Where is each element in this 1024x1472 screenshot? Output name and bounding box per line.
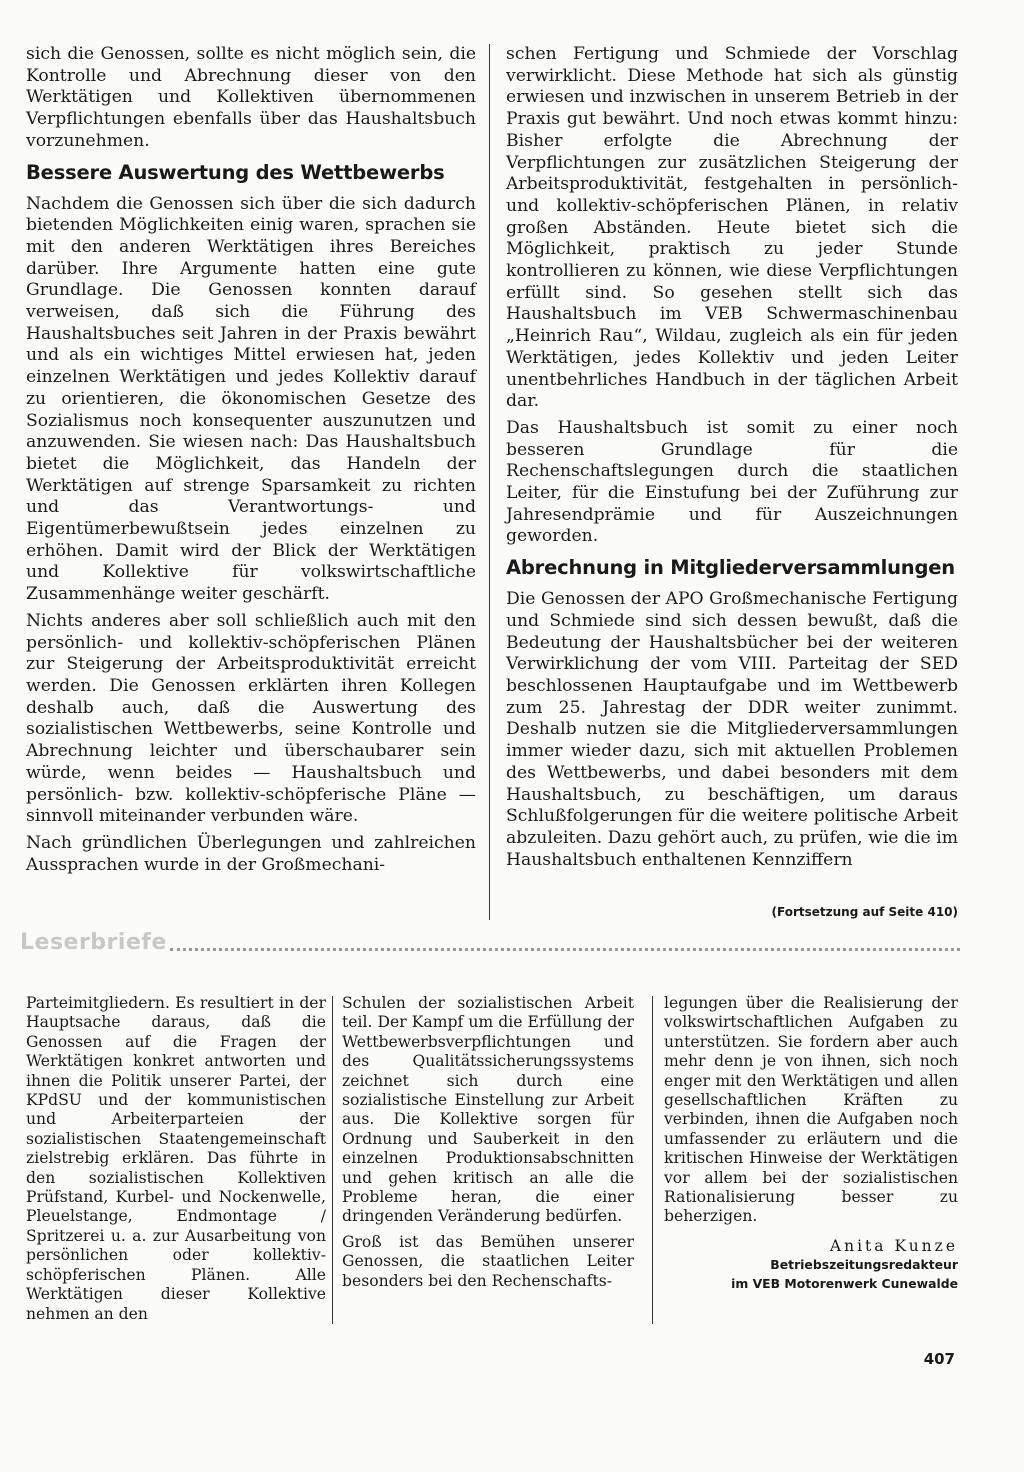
paragraph: Parteimitgliedern. Es resultiert in der Hauptsache daraus, daß die Genossen auf die Fragen der Werktätigen konkret antworten und ihnen die Politik unserer Partei, der KPdSU und der kommunistischen und Arbeiterparteien der sozialistischen Staatengemeinschaft zielstrebig erklären. Das führte in den sozialistischen Kollektiven Prüfstand, Kurbel- und Nockenwelle, Pleuelstange, Endmontage / Spritzerei u. a. zur Ausarbeitung von persönlichen oder kollektiv-schöpferischen Plänen. Alle Werktätigen dieser Kollektive nehmen an den	[26, 994, 326, 1323]
letters-column-3	[664, 994, 958, 1293]
paragraph: Schulen der sozialistischen Arbeit teil. Der Kampf um die Erfüllung der Wettbewerbsverpflichtungen und des Qualitätssicherungssystems zeichnet sich durch eine sozialistische Einstellung zur Arbeit aus. Die Kollektive sorgen für Ordnung und Sauberkeit in den einzelnen Produktionsabschnitten und gehen kritisch an alle die Probleme heran, die einer dringenden Veränderung bedürfen.	[342, 994, 634, 1226]
paragraph: Nichts anderes aber soll schließlich auch mit den persönlich- und kollektiv-schöpferischen Plänen zur Steigerung der Arbeitsproduktivität erreicht werden. Die Genossen erklärten ihren Kollegen deshalb auch, daß die Auswertung des sozialistischen Wettbewerbs, seine Kontrolle und Abrechnung leichter und überschaubarer sein würde, wenn beides — Haushaltsbuch und persönlich- bzw. kollektiv-schöpferische Pläne — sinnvoll miteinander verbunden wäre.	[26, 610, 476, 827]
paragraph: legungen über die Realisierung der volkswirtschaftlichen Aufgaben zu unterstützen. Sie fordern aber auch mehr denn je von ihnen, sich noch enger mit den Werktätigen und allen gesellschaftlichen Kräften zu verbinden, ihnen die Aufgaben noch umfassender zu erläutern und die kritischen Hinweise der Werktätigen vor allem bei der sozialistischen Rationalisierung besser zu beherzigen.	[664, 994, 958, 1226]
section-title: Leserbriefe	[20, 930, 167, 955]
column-divider	[652, 996, 653, 1324]
paragraph: Das Haushaltsbuch ist somit zu einer noch besseren Grundlage für die Rechenschaftslegungen durch die staatlichen Leiter, für die Einstufung bei der Zuführung zur Jahresendprämie und für Auszeichnungen geworden.	[506, 417, 958, 547]
letters-section-header	[20, 930, 960, 970]
paragraph: schen Fertigung und Schmiede der Vorschlag verwirklicht. Diese Methode hat sich als günstig erwiesen und inzwischen in unserem Betrieb in der Praxis gut bewährt. Und noch etwas kommt hinzu: Bisher erfolgte die Abrechnung der Verpflichtungen zur zusätzlichen Steigerung der Arbeitsproduktivität, festgehalten in persönlich- und kollektiv-schöpferischen Plänen, in relativ großen Abständen. Heute bietet sich die Möglichkeit, praktisch zu jeder Stunde kontrollieren zu können, wie diese Verpflichtungen erfüllt sind. So gesehen stellt sich das Haushaltsbuch im VEB Schwermaschinenbau „Heinrich Rau“, Wildau, zugleich als ein für jeden Werktätigen, jedes Kollektiv und jeden Leiter unentbehrliches Handbuch in der täglichen Arbeit dar.	[506, 44, 958, 412]
author-organization: im VEB Motorenwerk Cunewalde	[731, 1275, 958, 1291]
dotted-rule	[170, 948, 960, 951]
paragraph: Nach gründlichen Überlegungen und zahlreichen Aussprachen wurde in der Großmechani-	[26, 832, 476, 875]
section-heading: Bessere Auswertung des Wettbewerbs	[26, 160, 445, 184]
paragraph: Die Genossen der APO Großmechanische Fertigung und Schmiede sind sich dessen bewußt, daß die Bedeutung der Haushaltsbücher bei der weiteren Verwirklichung der vom VIII. Parteitag der SED beschlossenen Hauptaufgabe und im Wettbewerb zum 25. Jahrestag der DDR weiter zunimmt. Deshalb nutzen sie die Mitgliederversammlungen immer wieder dazu, sich mit aktuellen Problemen des Wettbewerbs, und dabei besonders mit dem Haushaltsbuch, zu beschäftigen, um daraus Schlußfolgerungen für die weitere politische Arbeit abzuleiten. Dazu gehört auch, zu prüfen, wie die im Haushaltsbuch enthaltenen Kennziffern	[506, 589, 958, 870]
top-column-right	[506, 44, 958, 876]
section-heading: Abrechnung in Mitgliederversammlungen	[506, 556, 955, 580]
letters-column-1	[26, 994, 326, 1330]
column-divider	[489, 44, 490, 920]
paragraph: sich die Genossen, sollte es nicht möglich sein, die Kontrolle und Abrechnung dieser von den Werktätigen und Kollektiven übernommenen Verpflichtungen ebenfalls über das Haushaltsbuch vorzunehmen.	[26, 44, 476, 151]
author-name: Anita Kunze	[829, 1236, 958, 1255]
paragraph: Nachdem die Genossen sich über die sich dadurch bietenden Möglichkeiten einig waren, sprachen sie mit den anderen Werktätigen ihres Bereiches darüber. Ihre Argumente hatten eine gute Grundlage. Die Genossen konnten darauf verweisen, daß sich die Führung des Haushaltsbuches seit Jahren in der Praxis bewährt und als ein wichtiges Mittel erwiesen hat, jeden einzelnen Werktätigen und jedes Kollektiv darauf zu orientieren, die ökonomischen Gesetze des Sozialismus noch konsequenter auszunutzen und anzuwenden. Sie wiesen nach: Das Haushaltsbuch bietet die Möglichkeit, das Handeln der Werktätigen auf strenge Sparsamkeit zu richten und das Verantwortungs- und Eigentümerbewußtsein jedes einzelnen zu erhöhen. Damit wird der Blick der Werktätigen und Kollektive für volkswirtschaftliche Zusammenhänge weiter geschärft.	[26, 193, 476, 605]
column-divider	[332, 996, 333, 1324]
paragraph: Groß ist das Bemühen unserer Genossen, die staatlichen Leiter besonders bei den Rechenschafts-	[342, 1232, 634, 1290]
top-column-left	[26, 44, 476, 881]
letters-column-2	[342, 994, 634, 1297]
author-role: Betriebszeitungsredakteur	[770, 1256, 958, 1272]
continuation-note: (Fortsetzung auf Seite 410)	[771, 905, 958, 919]
page-number: 407	[923, 1350, 955, 1368]
